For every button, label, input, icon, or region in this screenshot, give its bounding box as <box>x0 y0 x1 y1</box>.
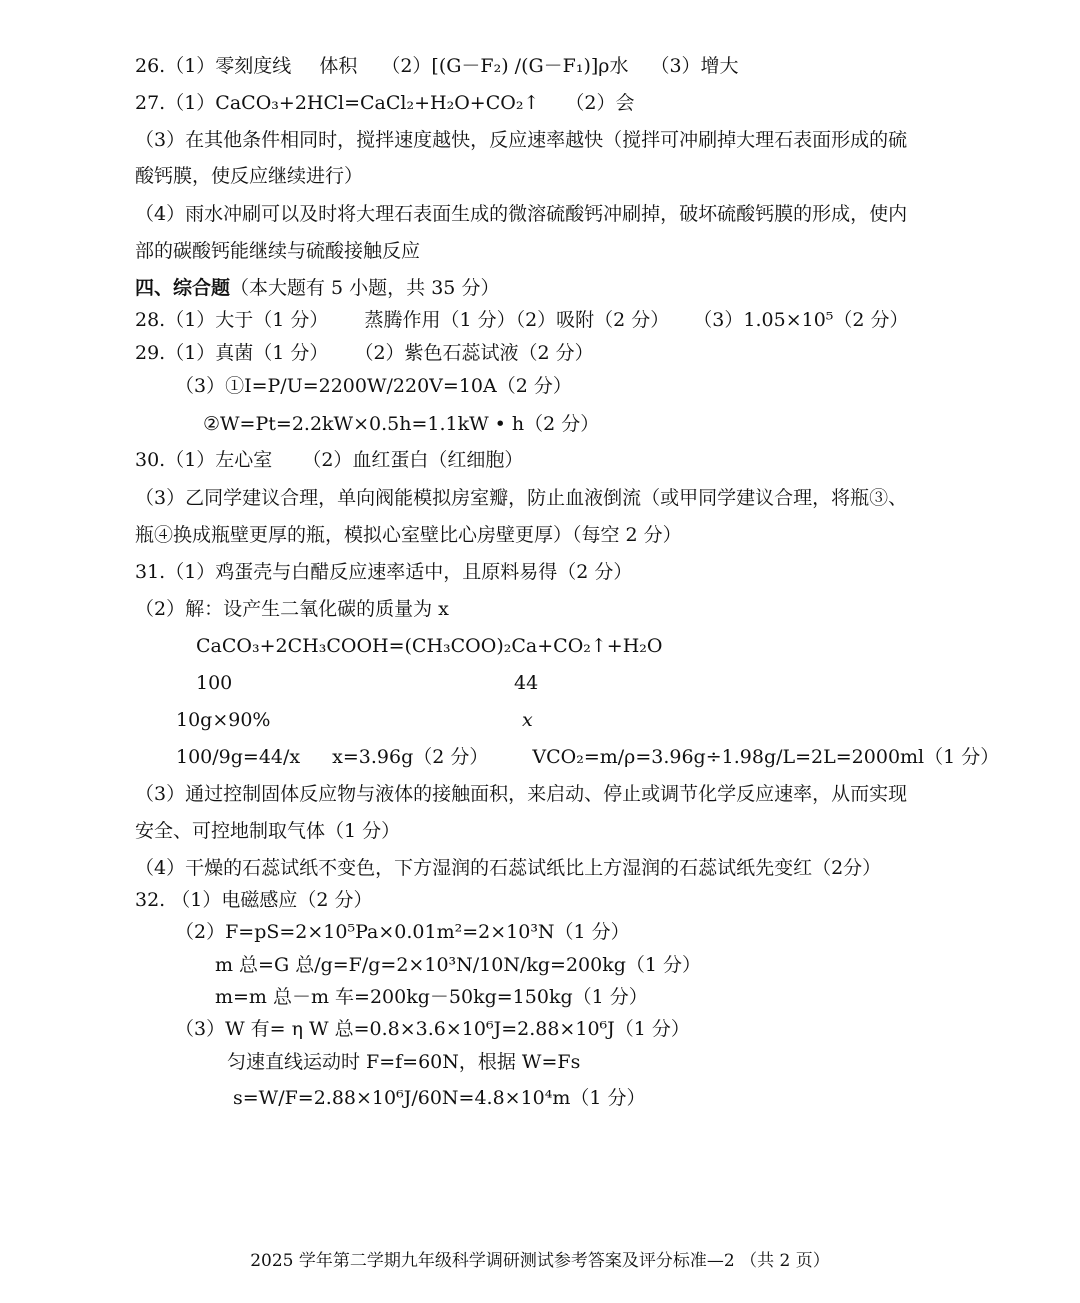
answer-32-part3-a: （3）W 有= η W 总=0.8×3.6×10⁶J=2.88×10⁶J（1 分） <box>175 1018 690 1040</box>
answer-27-part4-line2: 部的碳酸钙能继续与硫酸接触反应 <box>135 240 421 262</box>
answer-27-part4-line1: （4）雨水冲刷可以及时将大理石表面生成的微溶硫酸钙冲刷掉，破坏硫酸钙膜的形成，使内 <box>135 203 908 225</box>
page-footer: 2025 学年第二学期九年级科学调研测试参考答案及评分标准—2 （共 2 页） <box>250 1251 830 1271</box>
answer-31-part1: 31.（1）鸡蛋壳与白醋反应速率适中，且原料易得（2 分） <box>135 561 633 583</box>
ratio-row-1: 100 44 <box>196 672 539 694</box>
answer-27-line1: 27.（1）CaCO₃+2HCl=CaCl₂+H₂O+CO₂↑ （2）会 <box>135 92 635 114</box>
answer-31-part2-intro: （2）解：设产生二氧化碳的质量为 x <box>135 598 449 620</box>
answer-32-part3-b: 匀速直线运动时 F=f=60N，根据 W=Fs <box>227 1051 581 1073</box>
answer-31-part3-line1: （3）通过控制固体反应物与液体的接触面积，来启动、停止或调节化学反应速率，从而实现 <box>135 783 908 805</box>
answer-32-part2-c: m=m 总－m 车=200kg－50kg=150kg（1 分） <box>215 986 648 1008</box>
answer-28: 28.（1）大于（1 分） 蒸腾作用（1 分）（2）吸附（2 分） （3）1.05×10⁵（2 分） <box>135 309 909 331</box>
ratio-row-2: 10g×90% x <box>176 709 533 731</box>
answer-26 <box>135 52 739 80</box>
answer-27-part3-line2: 酸钙膜，使反应继续进行） <box>135 165 364 187</box>
answer-26-part1b: 体积 <box>319 55 358 77</box>
section-subtitle: （本大题有 5 小题，共 35 分） <box>230 277 500 299</box>
answer-30-line1: 30.（1）左心室 （2）血红蛋白（红细胞） <box>135 449 524 471</box>
answer-29-part3-b: ②W=Pt=2.2kW×0.5h=1.1kW • h（2 分） <box>203 413 600 435</box>
answer-26-part3: （3）增大 <box>650 55 739 77</box>
answer-27-part3-line1: （3）在其他条件相同时，搅拌速度越快，反应速率越快（搅拌可冲刷掉大理石表面形成的硫 <box>135 129 908 151</box>
answer-31-part3-line2: 安全、可控地制取气体（1 分） <box>135 820 401 842</box>
chemical-equation: CaCO₃+2CH₃COOH=(CH₃COO)₂Ca+CO₂↑+H₂O <box>196 635 663 657</box>
section-title: 四、综合题 <box>135 277 231 299</box>
answer-29-line1: 29.（1）真菌（1 分） （2）紫色石蕊试液（2 分） <box>135 342 594 364</box>
answer-32-part1: 32. （1）电磁感应（2 分） <box>135 889 373 911</box>
answer-31-part4: （4）干燥的石蕊试纸不变色，下方湿润的石蕊试纸比上方湿润的石蕊试纸先变红（2分） <box>135 857 882 879</box>
answer-32-part2-b: m 总=G 总/g=F/g=2×10³N/10N/kg=200kg（1 分） <box>215 954 702 976</box>
section-heading-4 <box>135 274 499 302</box>
answer-30-part3-line1: （3）乙同学建议合理，单向阀能模拟房室瓣，防止血液倒流（或甲同学建议合理，将瓶③、 <box>135 487 908 509</box>
answer-26-part1a: 26.（1）零刻度线 <box>135 55 292 77</box>
answer-30-part3-line2: 瓶④换成瓶壁更厚的瓶，模拟心室壁比心房壁更厚）（每空 2 分） <box>135 524 682 546</box>
answer-29-part3-a: （3）①I=P/U=2200W/220V=10A（2 分） <box>175 375 572 397</box>
answer-26-part2: （2）[(G－F₂) /(G－F₁)]ρ水 <box>381 55 629 77</box>
answer-32-part3-c: s=W/F=2.88×10⁶J/60N=4.8×10⁴m（1 分） <box>233 1087 646 1109</box>
calculation-row: 100/9g=44/x x=3.96g（2 分） VCO₂=m/ρ=3.96g÷1.98g/L=2L=2000ml（1 分） <box>176 746 1000 768</box>
answer-32-part2-a: （2）F=pS=2×10⁵Pa×0.01m²=2×10³N（1 分） <box>175 921 630 943</box>
